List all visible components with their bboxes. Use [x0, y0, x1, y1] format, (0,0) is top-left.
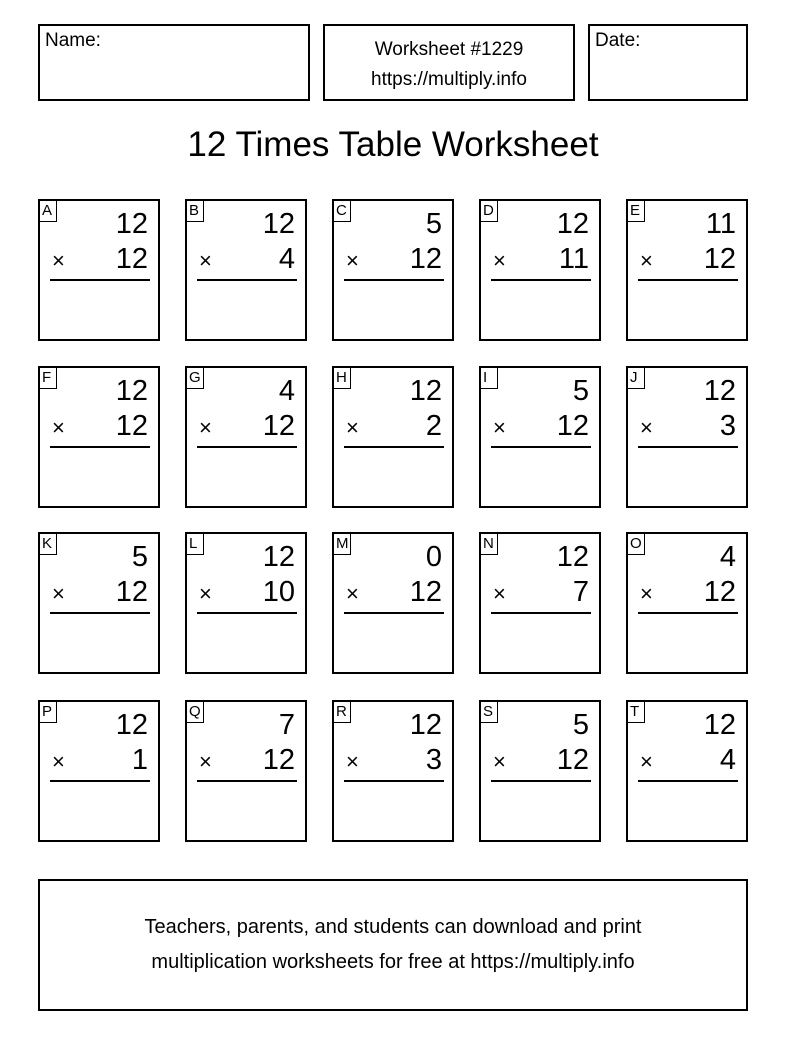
worksheet-id: Worksheet #1229: [374, 39, 524, 60]
problem-letter: C: [333, 200, 351, 222]
times-sign: ×: [346, 248, 359, 273]
times-sign: ×: [199, 581, 212, 606]
multiplier: 12: [115, 576, 148, 608]
problem-letter: J: [627, 367, 645, 389]
times-sign: ×: [640, 248, 653, 273]
times-sign: ×: [199, 248, 212, 273]
problem-letter: L: [186, 533, 204, 555]
multiplicand: 12: [115, 709, 148, 741]
multiplier: 12: [115, 410, 148, 442]
problem-letter: K: [39, 533, 57, 555]
multiplicand: 12: [556, 208, 589, 240]
footer-line-2: multiplication worksheets for free at https://multiply.info: [151, 951, 635, 973]
answer-line: [50, 612, 150, 614]
footer-line-1: Teachers, parents, and students can download and print: [144, 916, 642, 938]
multiplier: 10: [262, 576, 295, 608]
problem-letter: G: [186, 367, 204, 389]
multiplicand: 5: [572, 709, 589, 741]
problem-card[interactable]: [38, 532, 160, 674]
multiplicand: 11: [705, 208, 736, 240]
answer-line: [197, 780, 297, 782]
multiplier: 12: [703, 576, 736, 608]
problem-letter: Q: [186, 701, 204, 723]
multiplier: 7: [572, 576, 589, 608]
times-sign: ×: [346, 581, 359, 606]
problem-card[interactable]: [185, 199, 307, 341]
multiplicand: 5: [425, 208, 442, 240]
answer-line: [491, 446, 591, 448]
answer-line: [344, 279, 444, 281]
site-url: https://multiply.info: [371, 69, 527, 90]
answer-line: [344, 612, 444, 614]
answer-line: [344, 446, 444, 448]
problem-card[interactable]: [332, 700, 454, 842]
times-sign: ×: [52, 248, 65, 273]
times-sign: ×: [640, 415, 653, 440]
times-sign: ×: [199, 749, 212, 774]
problem-letter: I: [480, 367, 498, 389]
problem-card[interactable]: [479, 199, 601, 341]
answer-line: [491, 612, 591, 614]
multiplicand: 12: [703, 709, 736, 741]
multiplier: 12: [556, 410, 589, 442]
problem-letter: H: [333, 367, 351, 389]
name-label: Name:: [45, 30, 101, 51]
problem-card[interactable]: [332, 199, 454, 341]
multiplicand: 4: [719, 541, 736, 573]
problem-card[interactable]: [626, 366, 748, 508]
answer-line: [197, 446, 297, 448]
problem-card[interactable]: [185, 366, 307, 508]
name-field-box[interactable]: [38, 24, 310, 101]
problem-letter: D: [480, 200, 498, 222]
answer-line: [197, 279, 297, 281]
problem-letter: N: [480, 533, 498, 555]
multiplier: 4: [719, 744, 736, 776]
multiplicand: 12: [115, 375, 148, 407]
problem-letter: M: [333, 533, 351, 555]
problem-letter: T: [627, 701, 645, 723]
multiplier: 3: [719, 410, 736, 442]
multiplicand: 5: [131, 541, 148, 573]
multiplier: 11: [558, 243, 589, 275]
multiplier: 12: [262, 410, 295, 442]
multiplier: 3: [425, 744, 442, 776]
times-sign: ×: [52, 749, 65, 774]
problem-letter: A: [39, 200, 57, 222]
problem-letter: S: [480, 701, 498, 723]
times-sign: ×: [640, 581, 653, 606]
multiplicand: 0: [425, 541, 442, 573]
multiplicand: 12: [115, 208, 148, 240]
times-sign: ×: [493, 581, 506, 606]
problem-card[interactable]: [185, 532, 307, 674]
problem-letter: E: [627, 200, 645, 222]
page-title: 12 Times Table Worksheet: [187, 125, 599, 164]
multiplier: 12: [409, 243, 442, 275]
problem-letter: B: [186, 200, 204, 222]
multiplicand: 12: [556, 541, 589, 573]
multiplicand: 12: [409, 709, 442, 741]
problem-letter: P: [39, 701, 57, 723]
times-sign: ×: [346, 749, 359, 774]
multiplier: 12: [262, 744, 295, 776]
multiplicand: 12: [409, 375, 442, 407]
problem-card[interactable]: [626, 700, 748, 842]
multiplier: 12: [556, 744, 589, 776]
times-sign: ×: [493, 415, 506, 440]
problem-card[interactable]: [38, 700, 160, 842]
problem-letter: O: [627, 533, 645, 555]
problem-card[interactable]: [626, 199, 748, 341]
problem-card[interactable]: [626, 532, 748, 674]
times-sign: ×: [640, 749, 653, 774]
multiplicand: 5: [572, 375, 589, 407]
times-sign: ×: [199, 415, 212, 440]
answer-line: [638, 279, 738, 281]
times-sign: ×: [52, 415, 65, 440]
problem-card[interactable]: [185, 700, 307, 842]
problem-card[interactable]: [332, 532, 454, 674]
answer-line: [50, 279, 150, 281]
answer-line: [50, 446, 150, 448]
multiplier: 12: [703, 243, 736, 275]
date-label: Date:: [595, 30, 641, 51]
times-sign: ×: [493, 248, 506, 273]
answer-line: [491, 279, 591, 281]
times-sign: ×: [493, 749, 506, 774]
footer-note: [38, 879, 748, 1011]
multiplier: 1: [131, 744, 148, 776]
multiplier: 2: [425, 410, 442, 442]
problem-card[interactable]: [479, 366, 601, 508]
problem-card[interactable]: [332, 366, 454, 508]
times-sign: ×: [346, 415, 359, 440]
answer-line: [344, 780, 444, 782]
problem-letter: F: [39, 367, 57, 389]
date-field-box[interactable]: [588, 24, 748, 101]
answer-line: [491, 780, 591, 782]
answer-line: [638, 780, 738, 782]
multiplier: 12: [115, 243, 148, 275]
multiplier: 12: [409, 576, 442, 608]
answer-line: [638, 612, 738, 614]
answer-line: [638, 446, 738, 448]
problem-card[interactable]: [38, 366, 160, 508]
worksheet-info-box: [323, 24, 575, 101]
problem-card[interactable]: [38, 199, 160, 341]
multiplicand: 7: [278, 709, 295, 741]
multiplicand: 4: [278, 375, 295, 407]
problem-letter: R: [333, 701, 351, 723]
answer-line: [50, 780, 150, 782]
problem-card[interactable]: [479, 700, 601, 842]
multiplier: 4: [278, 243, 295, 275]
multiplicand: 12: [262, 541, 295, 573]
multiplicand: 12: [262, 208, 295, 240]
multiplicand: 12: [703, 375, 736, 407]
problem-card[interactable]: [479, 532, 601, 674]
times-sign: ×: [52, 581, 65, 606]
answer-line: [197, 612, 297, 614]
